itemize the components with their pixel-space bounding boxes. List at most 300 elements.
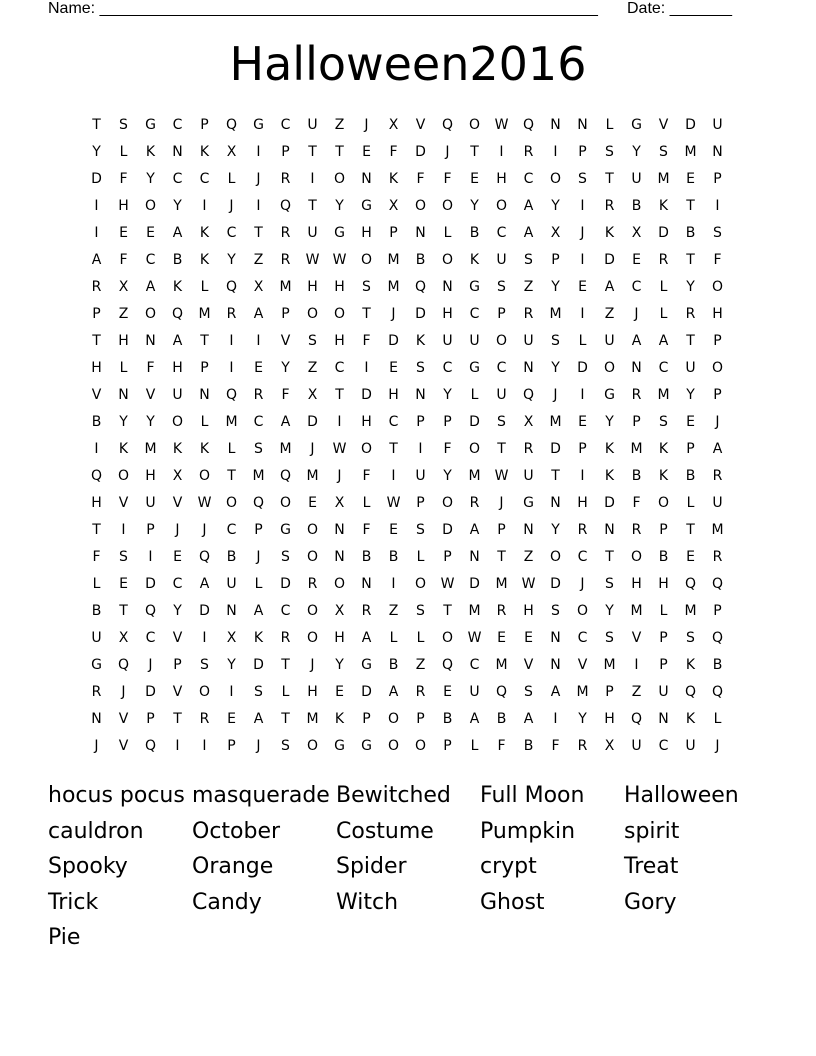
grid-letter: S <box>551 603 560 619</box>
grid-letter: W <box>467 630 482 646</box>
grid-letter: I <box>94 441 99 457</box>
grid-letter: Y <box>551 279 560 295</box>
grid-letter: J <box>715 738 720 754</box>
grid-letter: X <box>226 630 237 646</box>
grid-letter: Q <box>225 279 238 295</box>
grid-letter: W <box>386 495 401 511</box>
grid-letter: C <box>280 117 291 133</box>
grid-letter: J <box>553 387 558 403</box>
grid-letter: E <box>308 495 317 511</box>
grid-letter: N <box>361 171 372 187</box>
grid-letter: X <box>550 225 561 241</box>
grid-letter: O <box>306 630 319 646</box>
grid-letter: I <box>634 657 639 673</box>
word-bank-item: Costume <box>336 818 434 844</box>
grid-letter: G <box>334 225 345 241</box>
grid-letter: P <box>443 414 452 430</box>
grid-letter: I <box>94 225 99 241</box>
grid-letter: U <box>604 333 615 349</box>
grid-letter: T <box>308 198 317 214</box>
grid-letter: T <box>308 144 317 160</box>
grid-letter: Z <box>523 549 534 565</box>
grid-letter: R <box>91 279 102 295</box>
grid-letter: P <box>146 711 155 727</box>
grid-letter: U <box>145 495 156 511</box>
grid-letter: Q <box>171 306 184 322</box>
grid-letter: O <box>441 495 454 511</box>
grid-letter: F <box>416 171 425 187</box>
grid-letter: Q <box>711 684 724 700</box>
grid-letter: G <box>469 360 480 376</box>
grid-letter: N <box>550 495 561 511</box>
grid-letter: P <box>551 252 560 268</box>
grid-letter: A <box>253 603 264 619</box>
grid-row <box>83 274 731 301</box>
grid-letter: K <box>199 225 210 241</box>
grid-letter: U <box>91 630 102 646</box>
grid-letter: C <box>253 414 264 430</box>
grid-letter: H <box>334 630 345 646</box>
grid-letter: T <box>92 522 101 538</box>
grid-letter: Q <box>630 711 643 727</box>
grid-letter: K <box>172 441 183 457</box>
grid-letter: P <box>362 711 371 727</box>
grid-letter: M <box>657 171 670 187</box>
grid-letter: T <box>335 144 344 160</box>
grid-letter: V <box>118 495 129 511</box>
grid-letter: B <box>442 711 453 727</box>
grid-letter: P <box>281 144 290 160</box>
grid-letter: E <box>578 279 587 295</box>
grid-letter: F <box>362 522 371 538</box>
grid-letter: F <box>551 738 560 754</box>
grid-letter: H <box>442 306 453 322</box>
grid-letter: V <box>118 738 129 754</box>
grid-letter: O <box>495 333 508 349</box>
grid-letter: Q <box>684 684 697 700</box>
grid-letter: N <box>604 522 615 538</box>
grid-letter: P <box>632 414 641 430</box>
grid-letter: L <box>686 495 695 511</box>
grid-letter: W <box>332 441 347 457</box>
grid-letter: J <box>148 657 153 673</box>
grid-letter: F <box>362 333 371 349</box>
word-bank-item: Candy <box>192 889 262 915</box>
grid-letter: M <box>657 387 670 403</box>
letter-grid <box>83 112 731 760</box>
grid-letter: W <box>494 468 509 484</box>
grid-letter: I <box>391 576 396 592</box>
grid-letter: D <box>307 414 318 430</box>
grid-letter: O <box>198 684 211 700</box>
grid-letter: Y <box>173 198 182 214</box>
grid-letter: U <box>685 360 696 376</box>
grid-row <box>83 355 731 382</box>
grid-letter: X <box>388 198 399 214</box>
grid-letter: J <box>175 522 180 538</box>
grid-row <box>83 490 731 517</box>
grid-letter: V <box>280 333 291 349</box>
grid-letter: X <box>388 117 399 133</box>
grid-letter: V <box>523 657 534 673</box>
grid-letter: S <box>308 333 317 349</box>
grid-letter: X <box>523 414 534 430</box>
grid-letter: F <box>389 144 398 160</box>
grid-row <box>83 625 731 652</box>
word-bank-item: Pie <box>48 925 81 950</box>
grid-row <box>83 193 731 220</box>
grid-letter: D <box>145 576 156 592</box>
grid-letter: O <box>333 576 346 592</box>
grid-letter: U <box>496 387 507 403</box>
grid-letter: Y <box>686 387 695 403</box>
grid-letter: T <box>605 171 614 187</box>
grid-letter: C <box>334 360 345 376</box>
grid-letter: N <box>334 549 345 565</box>
grid-letter: O <box>441 198 454 214</box>
grid-letter: V <box>172 495 183 511</box>
grid-letter: R <box>280 171 291 187</box>
grid-letter: G <box>361 198 372 214</box>
grid-letter: H <box>172 360 183 376</box>
grid-letter: W <box>494 117 509 133</box>
grid-letter: G <box>361 738 372 754</box>
grid-letter: U <box>172 387 183 403</box>
grid-letter: A <box>658 333 669 349</box>
grid-letter: O <box>576 603 589 619</box>
grid-letter: I <box>580 306 585 322</box>
grid-letter: C <box>496 225 507 241</box>
word-bank-item: cauldron <box>48 818 144 844</box>
grid-letter: K <box>415 333 426 349</box>
grid-letter: C <box>172 117 183 133</box>
page-title: Halloween2016 <box>229 37 587 91</box>
grid-letter: J <box>310 441 315 457</box>
grid-letter: Q <box>414 279 427 295</box>
grid-letter: Y <box>335 198 344 214</box>
grid-letter: P <box>443 549 452 565</box>
grid-letter: M <box>279 441 292 457</box>
grid-letter: Y <box>281 360 290 376</box>
grid-letter: Q <box>90 468 103 484</box>
grid-row <box>83 733 731 760</box>
grid-letter: J <box>580 576 585 592</box>
grid-letter: L <box>443 225 452 241</box>
grid-letter: C <box>226 522 237 538</box>
grid-letter: E <box>389 360 398 376</box>
grid-letter: Y <box>605 414 614 430</box>
grid-letter: W <box>305 252 320 268</box>
grid-letter: P <box>497 522 506 538</box>
word-bank-item: Witch <box>336 889 399 915</box>
grid-letter: V <box>631 630 642 646</box>
grid-letter: U <box>415 468 426 484</box>
grid-letter: B <box>388 657 399 673</box>
grid-letter: U <box>523 333 534 349</box>
grid-letter: M <box>198 306 211 322</box>
grid-letter: T <box>362 306 371 322</box>
grid-letter: Q <box>441 117 454 133</box>
grid-letter: R <box>658 252 669 268</box>
grid-letter: H <box>631 576 642 592</box>
grid-letter: O <box>603 360 616 376</box>
grid-letter: D <box>145 684 156 700</box>
grid-letter: N <box>442 279 453 295</box>
grid-letter: M <box>468 603 481 619</box>
grid-letter: R <box>253 387 264 403</box>
grid-letter: E <box>146 225 155 241</box>
grid-letter: U <box>469 333 480 349</box>
grid-letter: O <box>468 117 481 133</box>
grid-letter: J <box>634 306 639 322</box>
grid-letter: O <box>495 198 508 214</box>
grid-letter: Y <box>551 522 560 538</box>
grid-letter: Q <box>144 603 157 619</box>
grid-letter: R <box>496 603 507 619</box>
grid-letter: A <box>469 711 480 727</box>
grid-letter: Q <box>522 387 535 403</box>
grid-letter: D <box>91 171 102 187</box>
grid-letter: N <box>226 603 237 619</box>
grid-letter: I <box>310 171 315 187</box>
grid-letter: E <box>470 171 479 187</box>
word-bank-item: Ghost <box>480 889 545 915</box>
grid-letter: P <box>659 657 668 673</box>
grid-letter: R <box>199 711 210 727</box>
grid-letter: P <box>254 522 263 538</box>
word-bank-item: crypt <box>480 854 537 879</box>
grid-letter: E <box>443 684 452 700</box>
grid-letter: M <box>711 522 724 538</box>
grid-row <box>83 112 731 139</box>
grid-letter: J <box>715 414 720 430</box>
grid-letter: Z <box>118 306 129 322</box>
word-bank-item: masquerade <box>192 783 330 808</box>
grid-letter: I <box>94 198 99 214</box>
grid-letter: C <box>172 171 183 187</box>
grid-letter: E <box>686 549 695 565</box>
grid-letter: F <box>497 738 506 754</box>
grid-letter: D <box>469 576 480 592</box>
grid-letter: Q <box>441 657 454 673</box>
grid-letter: C <box>145 252 156 268</box>
grid-letter: O <box>630 549 643 565</box>
grid-letter: K <box>253 630 264 646</box>
grid-row <box>83 139 731 166</box>
grid-letter: S <box>551 333 560 349</box>
grid-letter: R <box>631 522 642 538</box>
grid-letter: R <box>577 522 588 538</box>
grid-letter: O <box>306 603 319 619</box>
grid-letter: B <box>712 657 723 673</box>
grid-letter: L <box>416 630 425 646</box>
grid-letter: H <box>361 225 372 241</box>
grid-letter: K <box>145 144 156 160</box>
grid-letter: L <box>92 576 101 592</box>
grid-letter: U <box>496 252 507 268</box>
grid-letter: N <box>658 711 669 727</box>
grid-letter: A <box>172 225 183 241</box>
grid-letter: H <box>577 495 588 511</box>
word-bank-item: Orange <box>192 854 274 879</box>
grid-letter: Y <box>632 144 641 160</box>
grid-letter: S <box>281 549 290 565</box>
grid-row <box>83 517 731 544</box>
grid-letter: D <box>280 576 291 592</box>
grid-row <box>83 571 731 598</box>
grid-letter: M <box>306 468 319 484</box>
grid-letter: T <box>389 441 398 457</box>
grid-letter: Z <box>253 252 264 268</box>
grid-letter: G <box>523 495 534 511</box>
grid-letter: Y <box>551 360 560 376</box>
word-bank-item: Treat <box>624 854 679 879</box>
grid-letter: P <box>200 360 209 376</box>
grid-letter: C <box>577 630 588 646</box>
grid-letter: T <box>92 117 101 133</box>
grid-letter: J <box>229 198 234 214</box>
grid-letter: D <box>658 225 669 241</box>
grid-letter: G <box>91 657 102 673</box>
grid-letter: P <box>578 441 587 457</box>
grid-letter: Y <box>146 414 155 430</box>
grid-letter: K <box>118 441 129 457</box>
grid-letter: H <box>658 576 669 592</box>
grid-letter: R <box>361 603 372 619</box>
grid-letter: Q <box>198 549 211 565</box>
grid-letter: K <box>685 711 696 727</box>
grid-letter: B <box>415 252 426 268</box>
grid-letter: P <box>416 711 425 727</box>
grid-letter: I <box>121 522 126 538</box>
grid-letter: Y <box>551 198 560 214</box>
grid-letter: H <box>145 468 156 484</box>
grid-letter: S <box>119 549 128 565</box>
grid-letter: K <box>469 252 480 268</box>
grid-letter: K <box>199 252 210 268</box>
grid-letter: M <box>279 279 292 295</box>
grid-letter: B <box>631 198 642 214</box>
grid-letter: Q <box>117 657 130 673</box>
grid-letter: O <box>279 495 292 511</box>
grid-letter: R <box>523 306 534 322</box>
word-bank-item: Spider <box>336 854 407 879</box>
grid-letter: L <box>119 360 128 376</box>
grid-letter: O <box>441 252 454 268</box>
grid-letter: Y <box>227 252 236 268</box>
grid-letter: X <box>307 387 318 403</box>
grid-letter: J <box>391 306 396 322</box>
grid-letter: X <box>334 603 345 619</box>
grid-letter: C <box>523 171 534 187</box>
grid-letter: V <box>145 387 156 403</box>
grid-letter: I <box>580 468 585 484</box>
grid-letter: N <box>469 549 480 565</box>
grid-letter: M <box>684 144 697 160</box>
grid-letter: J <box>499 495 504 511</box>
grid-letter: S <box>605 576 614 592</box>
grid-letter: T <box>686 198 695 214</box>
grid-letter: N <box>172 144 183 160</box>
grid-letter: I <box>553 144 558 160</box>
grid-letter: J <box>337 468 342 484</box>
grid-letter: M <box>387 252 400 268</box>
grid-letter: M <box>549 414 562 430</box>
grid-letter: H <box>388 387 399 403</box>
grid-letter: T <box>227 468 236 484</box>
grid-letter: O <box>198 468 211 484</box>
grid-letter: Z <box>334 117 345 133</box>
grid-letter: X <box>604 738 615 754</box>
grid-letter: T <box>470 144 479 160</box>
grid-letter: N <box>550 657 561 673</box>
grid-letter: L <box>227 441 236 457</box>
grid-letter: H <box>118 198 129 214</box>
grid-letter: E <box>227 711 236 727</box>
grid-letter: Y <box>578 711 587 727</box>
grid-letter: P <box>146 522 155 538</box>
grid-letter: P <box>200 117 209 133</box>
grid-letter: K <box>172 279 183 295</box>
grid-letter: S <box>605 144 614 160</box>
grid-letter: T <box>254 225 263 241</box>
grid-row <box>83 679 731 706</box>
grid-letter: I <box>580 387 585 403</box>
grid-letter: L <box>470 738 479 754</box>
grid-letter: H <box>523 603 534 619</box>
grid-row <box>83 166 731 193</box>
grid-letter: C <box>658 738 669 754</box>
grid-letter: D <box>685 117 696 133</box>
grid-letter: K <box>604 225 615 241</box>
grid-letter: M <box>225 414 238 430</box>
grid-letter: H <box>307 684 318 700</box>
grid-letter: Y <box>470 198 479 214</box>
grid-letter: O <box>414 576 427 592</box>
grid-letter: K <box>604 441 615 457</box>
grid-letter: I <box>337 414 342 430</box>
grid-letter: S <box>524 684 533 700</box>
grid-row <box>83 652 731 679</box>
grid-letter: U <box>226 576 237 592</box>
grid-letter: H <box>334 279 345 295</box>
grid-letter: O <box>306 738 319 754</box>
word-bank-item: Halloween <box>624 783 739 808</box>
grid-letter: W <box>332 252 347 268</box>
word-bank-item: Gory <box>624 889 677 915</box>
grid-letter: M <box>495 657 508 673</box>
grid-letter: I <box>499 144 504 160</box>
grid-letter: Y <box>146 171 155 187</box>
grid-letter: C <box>172 576 183 592</box>
grid-letter: C <box>631 279 642 295</box>
grid-letter: U <box>712 117 723 133</box>
grid-letter: P <box>713 603 722 619</box>
grid-letter: J <box>364 117 369 133</box>
grid-letter: U <box>631 171 642 187</box>
grid-letter: K <box>388 171 399 187</box>
grid-letter: N <box>145 333 156 349</box>
grid-letter: T <box>551 468 560 484</box>
grid-letter: S <box>362 279 371 295</box>
grid-letter: S <box>659 414 668 430</box>
grid-letter: J <box>445 144 450 160</box>
grid-row <box>83 463 731 490</box>
grid-row <box>83 247 731 274</box>
grid-letter: L <box>389 630 398 646</box>
grid-letter: O <box>549 549 562 565</box>
grid-letter: Y <box>335 657 344 673</box>
